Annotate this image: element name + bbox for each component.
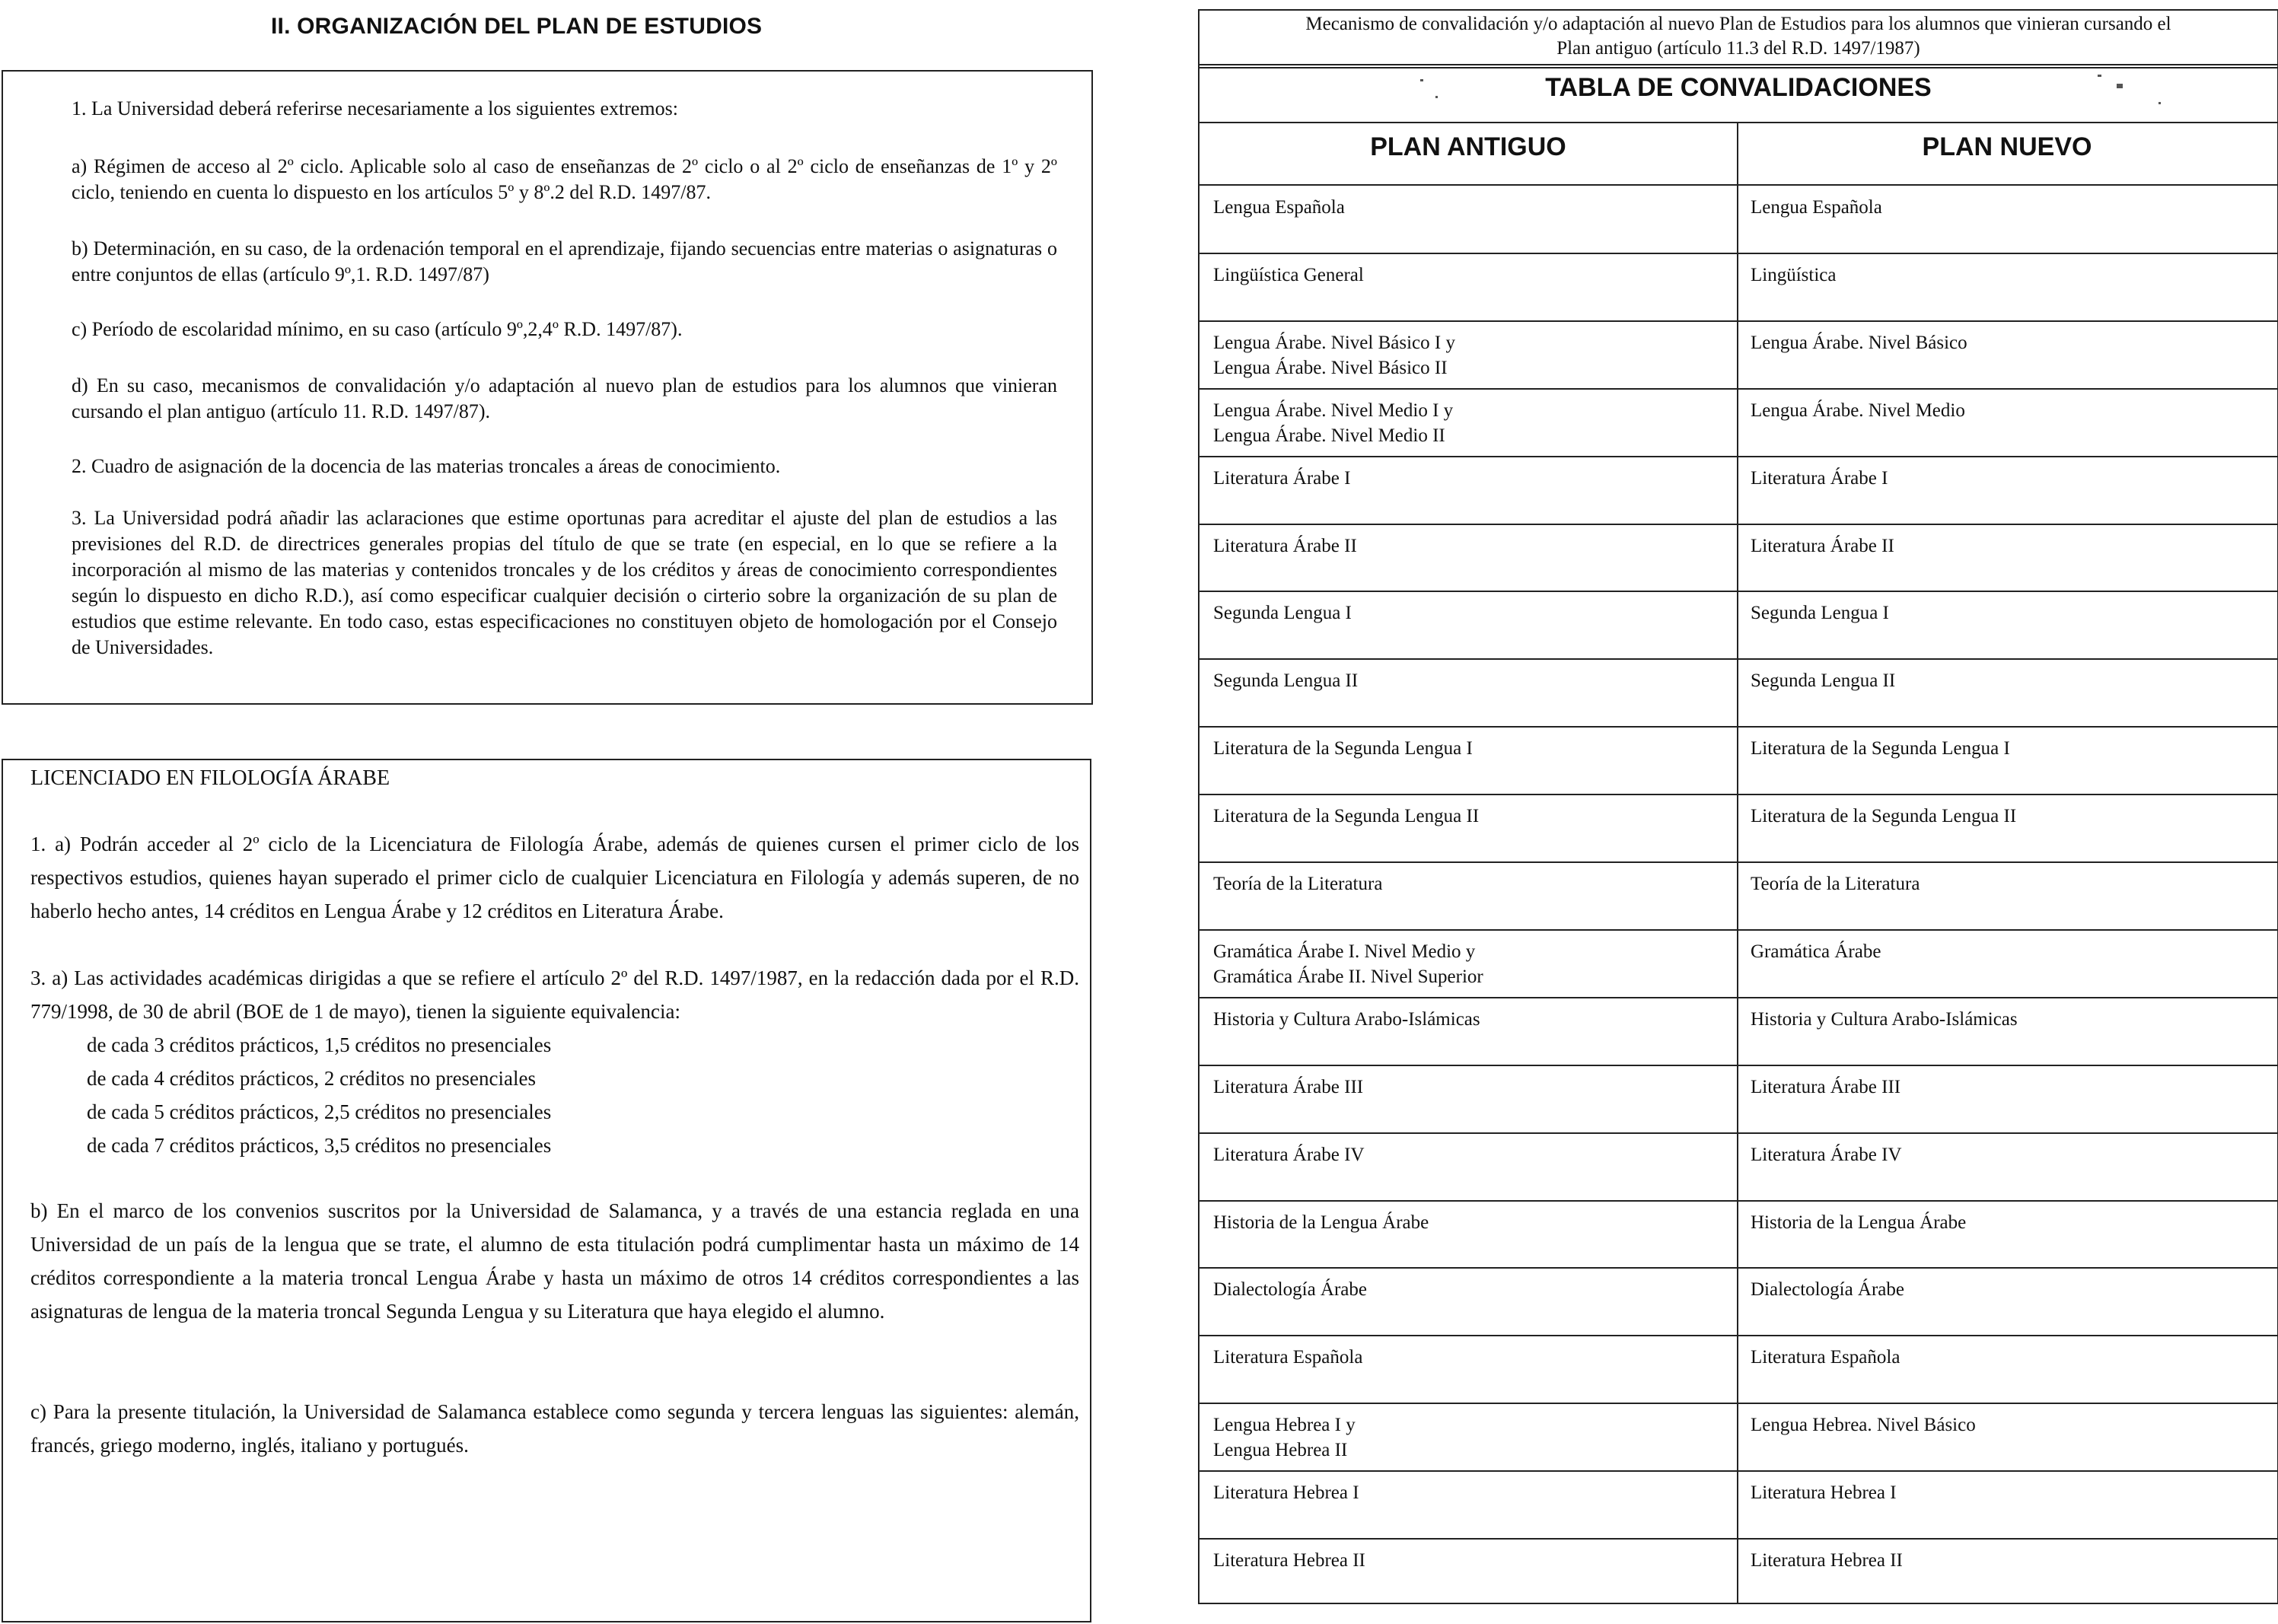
equivalence-line: de cada 3 créditos prácticos, 1,5 créditos no presenciales [87, 1033, 552, 1056]
old-plan-cell: Lengua Española [1213, 197, 1345, 218]
new-plan-cell: Lengua Árabe. Nivel Medio [1751, 400, 1965, 421]
degree-note-3a: 3. a) Las actividades académicas dirigidas a que se refiere el artículo 2º del R.D. 1497/1987, en la redacción dada por el R.D. 779/1998, de 30 de abril (BOE de 1 de mayo), tienen la siguiente equivalencia: [30, 966, 1079, 1023]
old-plan-cell-line2: Lengua Árabe. Nivel Básico II [1213, 357, 1448, 378]
old-plan-cell: Lengua Árabe. Nivel Medio I y [1213, 400, 1454, 421]
old-plan-cell-line2: Gramática Árabe II. Nivel Superior [1213, 966, 1483, 987]
table-rule [1200, 67, 2277, 68]
new-plan-cell: Literatura Hebrea II [1751, 1550, 1903, 1571]
row-divider [1200, 1267, 2277, 1269]
new-plan-cell: Segunda Lengua I [1751, 603, 1889, 624]
old-plan-cell: Lengua Hebrea I y [1213, 1415, 1356, 1436]
row-divider [1200, 1538, 2277, 1540]
equivalence-line: de cada 4 créditos prácticos, 2 créditos no presenciales [87, 1067, 537, 1090]
row-divider [1200, 1335, 2277, 1336]
new-plan-cell: Literatura de la Segunda Lengua II [1751, 806, 2017, 827]
instructions-item-b: b) Determinación, en su caso, de la ordenación temporal en el aprendizaje, fijando secuencias entre materias o asignaturas o entre conjuntos de ellas (artículo 9º,1. R.D. 1497/87) [72, 237, 1057, 285]
column-header-old-plan: PLAN ANTIGUO [1370, 132, 1566, 161]
new-plan-cell: Literatura Árabe II [1751, 535, 1894, 556]
column-divider [1737, 123, 1738, 1603]
row-divider [1200, 253, 2277, 254]
old-plan-cell: Historia de la Lengua Árabe [1213, 1212, 1429, 1233]
old-plan-cell: Lingüística General [1213, 264, 1364, 285]
old-plan-cell: Literatura Árabe IV [1213, 1144, 1365, 1165]
old-plan-cell: Historia y Cultura Arabo-Islámicas [1213, 1008, 1480, 1030]
new-plan-cell: Gramática Árabe [1751, 941, 1881, 962]
table-rule [1200, 122, 2277, 123]
equivalence-line: de cada 7 créditos prácticos, 3,5 créditos no presenciales [87, 1134, 552, 1157]
degree-note-b: b) En el marco de los convenios suscritos por la Universidad de Salamanca, y a través de una estancia reglada en una Universidad de un país de la lengua que se trate, el alumno de esta titulación podrá cumplimentar hasta un máximo de 14 créditos correspondiente a la materia troncal Lengua Árabe y hasta un máximo de otros 14 créditos correspondientes a las asignaturas de lengua de la materia troncal Segunda Lengua y su Literatura que haya elegido el alumno. [30, 1199, 1079, 1323]
row-divider [1200, 1065, 2277, 1066]
row-divider [1200, 726, 2277, 728]
old-plan-cell-line2: Lengua Árabe. Nivel Medio II [1213, 425, 1445, 446]
old-plan-cell: Literatura Árabe I [1213, 467, 1351, 489]
instructions-item-d: d) En su caso, mecanismos de convalidación y/o adaptación al nuevo plan de estudios para los alumnos que vinieran cursando el plan antiguo (artículo 11. R.D. 1497/87). [72, 374, 1057, 422]
old-plan-cell: Literatura Árabe III [1213, 1076, 1364, 1097]
old-plan-cell: Literatura Española [1213, 1347, 1363, 1368]
instructions-item-3: 3. La Universidad podrá añadir las aclaraciones que estime oportunas para acreditar el ajuste del plan de estudios a las previsiones del R.D. de directrices generales propias del título de que se trate (en especial, en lo que se refiere a la incorporación al mismo de las materias y contenidos troncales y de los créditos y áreas de conocimiento correspondientes según lo dispuesto en dicho R.D.), así como especificar cualquier decisión o cirterio sobre la organización de su plan de estudios que estime relevante. En todo caso, estas especificaciones no constituyen objeto de homologación por el Consejo de Universidades. [72, 507, 1057, 658]
scan-speck [2159, 102, 2161, 104]
table-rule [1200, 64, 2277, 65]
scan-speck [2098, 75, 2101, 77]
new-plan-cell: Literatura Árabe I [1751, 467, 1888, 489]
new-plan-cell: Literatura Árabe III [1751, 1076, 1901, 1097]
instructions-item-c: c) Período de escolaridad mínimo, en su caso (artículo 9º,2,4º R.D. 1497/87). [72, 318, 683, 340]
mechanism-caption-line: Plan antiguo (artículo 11.3 del R.D. 1497/1987) [1556, 38, 1920, 59]
new-plan-cell: Literatura Árabe IV [1751, 1144, 1902, 1165]
old-plan-cell: Teoría de la Literatura [1213, 874, 1383, 894]
new-plan-cell: Lengua Árabe. Nivel Básico [1751, 332, 1967, 353]
instructions-item-2: 2. Cuadro de asignación de la docencia de las materias troncales a áreas de conocimiento. [72, 455, 781, 477]
old-plan-cell: Lengua Árabe. Nivel Básico I y [1213, 332, 1455, 353]
table-rule [1200, 184, 2277, 186]
new-plan-cell: Literatura Hebrea I [1751, 1482, 1897, 1504]
row-divider [1200, 320, 2277, 322]
new-plan-cell: Teoría de la Literatura [1751, 874, 1920, 894]
degree-note-c: c) Para la presente titulación, la Universidad de Salamanca establece como segunda y tercera lenguas las siguientes: alemán, francés, griego moderno, inglés, italiano y portugués. [30, 1400, 1079, 1457]
old-plan-cell: Segunda Lengua I [1213, 603, 1352, 624]
scan-speck [2117, 84, 2123, 88]
old-plan-cell: Literatura Árabe II [1213, 535, 1357, 556]
scan-speck [1420, 79, 1423, 81]
instructions-item-a: a) Régimen de acceso al 2º ciclo. Aplicable solo al caso de enseñanzas de 2º ciclo o al 2º ciclo de enseñanzas de 1º y 2º ciclo, teniendo en cuenta lo dispuesto en los artículos 5º y 8º.2 del R.D. 1497/87. [72, 155, 1057, 203]
column-header-new-plan: PLAN NUEVO [1922, 132, 2092, 161]
new-plan-cell: Lengua Hebrea. Nivel Básico [1751, 1415, 1976, 1436]
instructions-box [2, 70, 1093, 705]
new-plan-cell: Literatura Española [1751, 1347, 1900, 1368]
degree-note-1a: 1. a) Podrán acceder al 2º ciclo de la Licenciatura de Filología Árabe, además de quienes cursen el primer ciclo de los respectivos estudios, quienes hayan superado el primer ciclo de cualquier Licenciatura en Filología y además superen, de no haberlo hecho antes, 14 créditos en Lengua Árabe y 12 créditos en Literatura Árabe. [30, 833, 1079, 922]
old-plan-cell-line2: Lengua Hebrea II [1213, 1440, 1348, 1461]
degree-heading: LICENCIADO EN FILOLOGÍA ÁRABE [30, 766, 390, 790]
row-divider [1200, 1403, 2277, 1404]
row-divider [1200, 591, 2277, 592]
row-divider [1200, 658, 2277, 660]
scan-speck [1435, 96, 1438, 98]
row-divider [1200, 1132, 2277, 1134]
row-divider [1200, 388, 2277, 390]
conversion-table [1198, 9, 2278, 1604]
row-divider [1200, 456, 2277, 457]
row-divider [1200, 1470, 2277, 1472]
equivalence-line: de cada 5 créditos prácticos, 2,5 créditos no presenciales [87, 1100, 552, 1123]
old-plan-cell: Literatura de la Segunda Lengua I [1213, 738, 1473, 759]
new-plan-cell: Literatura de la Segunda Lengua I [1751, 738, 2010, 759]
new-plan-cell: Lingüística [1751, 264, 1837, 285]
section-title: II. ORGANIZACIÓN DEL PLAN DE ESTUDIOS [271, 14, 763, 39]
old-plan-cell: Dialectología Árabe [1213, 1279, 1367, 1301]
new-plan-cell: Segunda Lengua II [1751, 670, 1896, 692]
degree-notes-box [2, 759, 1091, 1622]
old-plan-cell: Gramática Árabe I. Nivel Medio y [1213, 941, 1476, 962]
old-plan-cell: Literatura de la Segunda Lengua II [1213, 806, 1480, 827]
row-divider [1200, 1200, 2277, 1202]
row-divider [1200, 861, 2277, 863]
old-plan-cell: Literatura Hebrea I [1213, 1482, 1359, 1504]
row-divider [1200, 524, 2277, 525]
mechanism-caption [1200, 12, 2277, 61]
old-plan-cell: Literatura Hebrea II [1213, 1550, 1365, 1571]
new-plan-cell: Lengua Española [1751, 197, 1882, 218]
table-title: TABLA DE CONVALIDACIONES [1545, 73, 1932, 102]
row-divider [1200, 997, 2277, 998]
instructions-intro: 1. La Universidad deberá referirse necesariamente a los siguientes extremos: [72, 97, 678, 119]
new-plan-cell: Dialectología Árabe [1751, 1279, 1904, 1301]
row-divider [1200, 794, 2277, 795]
mechanism-caption-line: Mecanismo de convalidación y/o adaptación al nuevo Plan de Estudios para los alumnos que vinieran cursando el [1305, 14, 2171, 34]
row-divider [1200, 929, 2277, 931]
new-plan-cell: Historia y Cultura Arabo-Islámicas [1751, 1008, 2018, 1030]
old-plan-cell: Segunda Lengua II [1213, 670, 1359, 692]
new-plan-cell: Historia de la Lengua Árabe [1751, 1212, 1967, 1233]
